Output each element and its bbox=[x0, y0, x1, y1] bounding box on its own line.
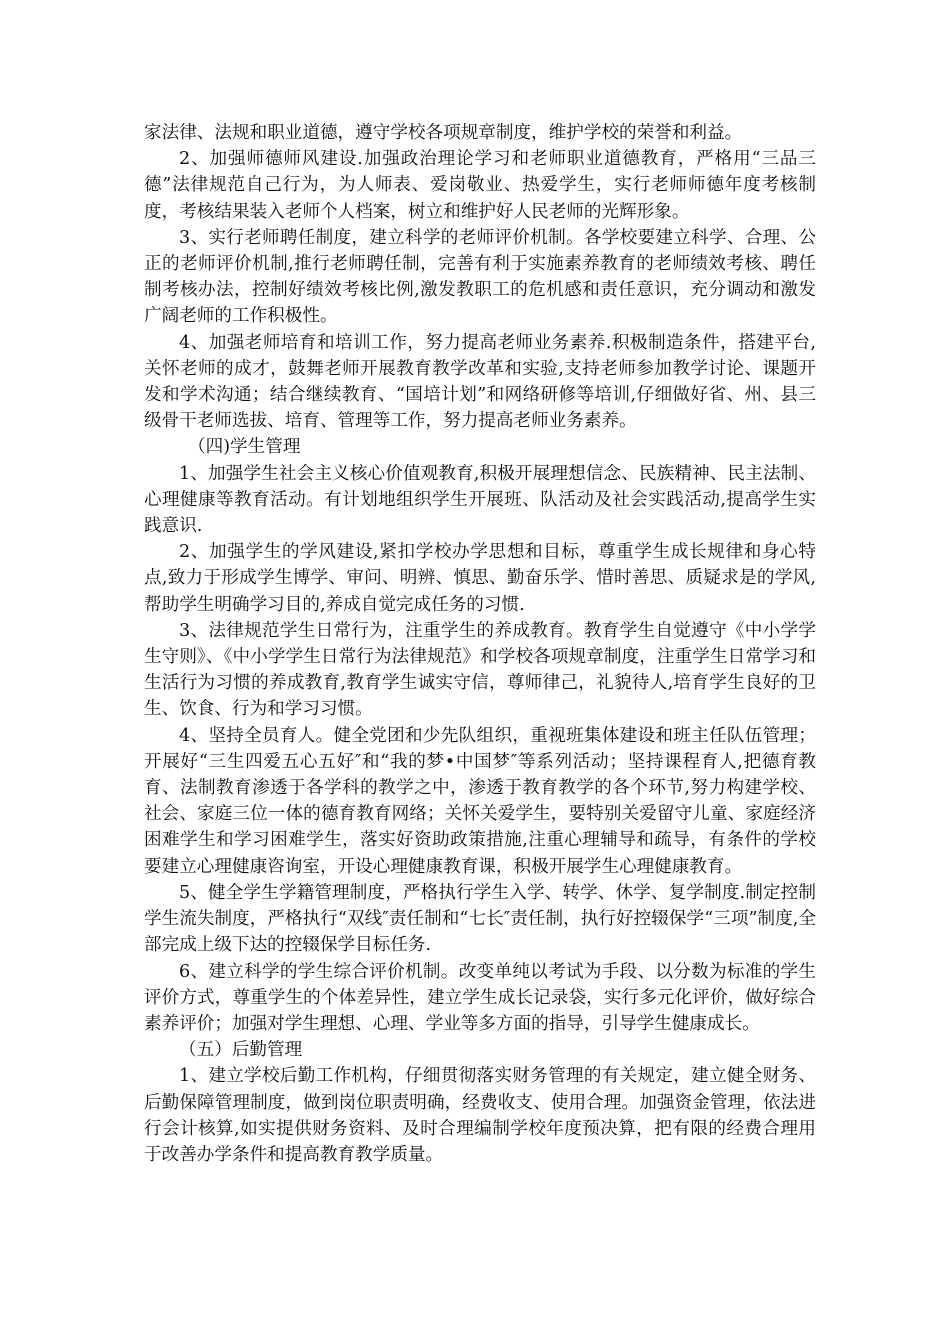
section-heading-logistics: （五）后勤管理 bbox=[179, 1040, 303, 1061]
paragraph-evaluation-mechanism: 6、建立科学的学生综合评价机制。改变单纯以考试为手段、以分数为标准的学生评价方式，尊重学生的个体差异性，建立学生成长记录袋，实行多元化评价，做好综合素养评价；加强对学生理想、心理、学业等多方面的指导，引导学生健康成长。 bbox=[144, 961, 816, 1034]
paragraph-values-education: 1、加强学生社会主义核心价值观教育,积极开展理想信念、民族精神、民主法制、心理健康等教育活动。有计划地组织学生开展班、队活动及社会实践活动,提高学生实践意识. bbox=[144, 463, 816, 537]
paragraph-continuation: 家法律、法规和职业道德，遵守学校各项规章制度，维护学校的荣誉和利益。 bbox=[144, 123, 743, 143]
paragraph-teacher-appointment: 3、实行老师聘任制度，建立科学的老师评价机制。各学校要建立科学、合理、公正的老师评价机制,推行老师聘任制，完善有利于实施素养教育的老师绩效考核、聘任制考核办法，控制好绩效考核比例,激发教职工的危机感和责任意识，充分调动和激发广阔老师的工作积极性。 bbox=[144, 227, 816, 327]
paragraph-study-style: 2、加强学生的学风建设,紧扣学校办学思想和目标，尊重学生成长规律和身心特点,致力于形成学生博学、审问、明辨、慎思、勤奋乐学、惜时善思、质疑求是的学风,帮助学生明确学习目的,养成自觉完成任务的习惯. bbox=[144, 542, 816, 615]
paragraph-logistics-finance: 1、建立学校后勤工作机构，仔细贯彻落实财务管理的有关规定，建立健全财务、后勤保障管理制度，做到岗位职责明确，经费收支、使用合理。加强资金管理，依法进行会计核算,如实提供财务资料、及时合理编制学校年度预决算，把有限的经费合理用于改善办学条件和提高教育教学质量。 bbox=[144, 1066, 816, 1165]
paragraph-all-staff-education: 4、坚持全员育人。健全党团和少先队组织，重视班集体建设和班主任队伍管理；开展好“三生四爱五心五好″和“我的梦•中国梦″等系列活动；坚持课程育人,把德育教育、法制教育渗透于各学科的教学之中，渗透于教育教学的各个环节,努力构建学校、社会、家庭三位一体的德育教育网络；关怀关爱学生，要特别关爱留守儿童、家庭经济困难学生和学习困难学生，落实好资助政策措施,注重心理辅导和疏导，有条件的学校要建立心理健康咨询室，开设心理健康教育课，积极开展学生心理健康教育。 bbox=[144, 725, 816, 877]
paragraph-teacher-ethics: 2、加强师德师风建设.加强政治理论学习和老师职业道德教育，严格用“三品三德”法律规范自己行为，为人师表、爱岗敬业、热爱学生，实行老师师德年度考核制度，考核结果装入老师个人档案，树立和维护好人民老师的光辉形象。 bbox=[144, 149, 816, 222]
section-heading-student-management: （四)学生管理 bbox=[188, 437, 301, 458]
document-body bbox=[144, 120, 816, 1168]
paragraph-student-records: 5、健全学生学籍管理制度，严格执行学生入学、转学、休学、复学制度.制定控制学生流失制度，严格执行“双线″责任制和“七长″责任制，执行好控辍保学“三项”制度,全部完成上级下达的控辍保学目标任务. bbox=[144, 882, 816, 956]
paragraph-teacher-training: 4、加强老师培育和培训工作，努力提高老师业务素养.积极制造条件，搭建平台,关怀老师的成才，鼓舞老师开展教育教学改革和实验,支持老师参加教学讨论、课题开发和学术沟通；结合继续教育、“国培计划”和网络研修等培训,仔细做好省、州、县三级骨干老师选拔、培育、管理等工作，努力提高老师业务素养。 bbox=[144, 332, 816, 432]
paragraph-daily-behavior: 3、法律规范学生日常行为，注重学生的养成教育。教育学生自觉遵守《中小学学生守则》、《中小学学生日常行为法律规范》和学校各项规章制度，注重学生日常学习和生活行为习惯的养成教育,教育学生诚实守信，尊师律己，礼貌待人,培育学生良好的卫生、饮食、行为和学习习惯。 bbox=[144, 620, 816, 720]
